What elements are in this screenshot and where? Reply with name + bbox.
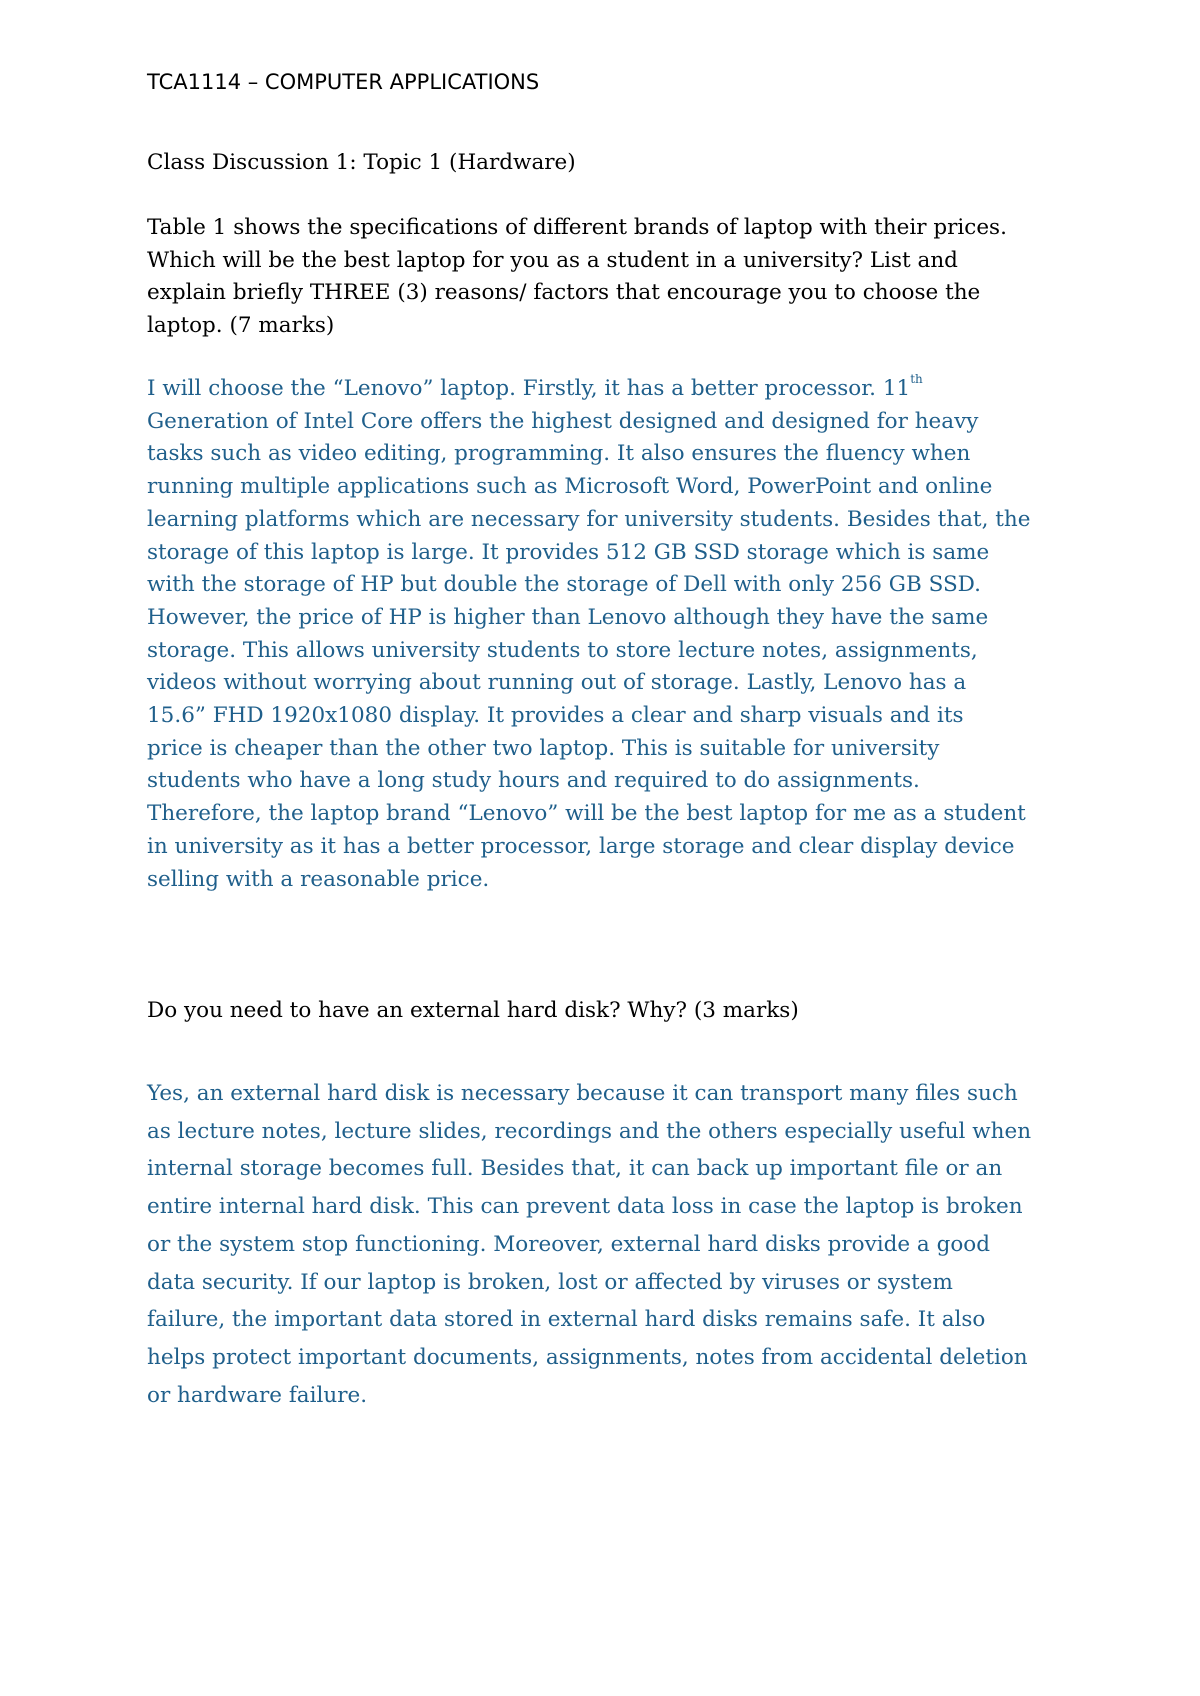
answer-1-line: 15.6” FHD 1920x1080 display. It provides a clear and sharp visuals and its	[147, 703, 964, 729]
answer-1-first-line	[147, 373, 1077, 406]
answer-1-line: However, the price of HP is higher than Lenovo although they have the same	[147, 604, 989, 630]
answer-2-line: internal storage becomes full. Besides that, it can back up important file or an	[147, 1156, 1003, 1182]
answer-2-line: data security. If our laptop is broken, lost or affected by viruses or system	[147, 1269, 953, 1295]
answer-2	[147, 1075, 1077, 1414]
course-title: TCA1114 – COMPUTER APPLICATIONS	[147, 70, 540, 94]
answer-1-first-line-text: I will choose the “Lenovo” laptop. Firstly, it has a better processor. 11	[147, 376, 911, 401]
answer-1-line: in university as it has a better processor, large storage and clear display device	[147, 833, 1015, 859]
answer-1-line: storage of this laptop is large. It provides 512 GB SSD storage which is same	[147, 539, 990, 565]
answer-1-line: Therefore, the laptop brand “Lenovo” will be the best laptop for me as a student	[147, 801, 1026, 827]
question-1-line: laptop. (7 marks)	[147, 312, 335, 338]
answer-2-line: Yes, an external hard disk is necessary because it can transport many files such	[147, 1081, 1018, 1106]
answer-2-line: helps protect important documents, assignments, notes from accidental deletion	[147, 1344, 1028, 1370]
answer-1-line: running multiple applications such as Microsoft Word, PowerPoint and online	[147, 474, 993, 500]
answer-1-line: students who have a long study hours and required to do assignments.	[147, 768, 920, 794]
ordinal-superscript: th	[910, 371, 923, 386]
question-1	[147, 212, 1077, 342]
answer-2-line: as lecture notes, lecture slides, recordings and the others especially useful when	[147, 1118, 1032, 1144]
answer-2-line: entire internal hard disk. This can prevent data loss in case the laptop is broken	[147, 1194, 1023, 1220]
question-1-line: explain briefly THREE (3) reasons/ factors that encourage you to choose the	[147, 280, 981, 305]
answer-2-line: or the system stop functioning. Moreover, external hard disks provide a good	[147, 1231, 990, 1257]
answer-1-line: storage. This allows university students to store lecture notes, assignments,	[147, 637, 978, 663]
question-1-line: Which will be the best laptop for you as a student in a university? List and	[147, 247, 958, 273]
answer-2-line: failure, the important data stored in external hard disks remains safe. It also	[147, 1307, 986, 1333]
answer-1-line: videos without worrying about running out of storage. Lastly, Lenovo has a	[147, 670, 967, 696]
answer-1-line: selling with a reasonable price.	[147, 866, 490, 892]
answer-1-line: tasks such as video editing, programming. It also ensures the fluency when	[147, 441, 971, 467]
answer-1-line: with the storage of HP but double the storage of Dell with only 256 GB SSD.	[147, 572, 981, 598]
answer-1-line: learning platforms which are necessary for university students. Besides that, the	[147, 506, 1031, 532]
question-1-line: Table 1 shows the specifications of different brands of laptop with their prices.	[147, 215, 1007, 240]
discussion-title: Class Discussion 1: Topic 1 (Hardware)	[147, 150, 576, 175]
answer-1-line: Generation of Intel Core offers the highest designed and designed for heavy	[147, 408, 979, 434]
answer-1-line: price is cheaper than the other two laptop. This is suitable for university	[147, 735, 940, 761]
question-2: Do you need to have an external hard disk? Why? (3 marks)	[147, 998, 799, 1023]
answer-1	[147, 373, 1077, 896]
answer-2-line: or hardware failure.	[147, 1382, 368, 1408]
